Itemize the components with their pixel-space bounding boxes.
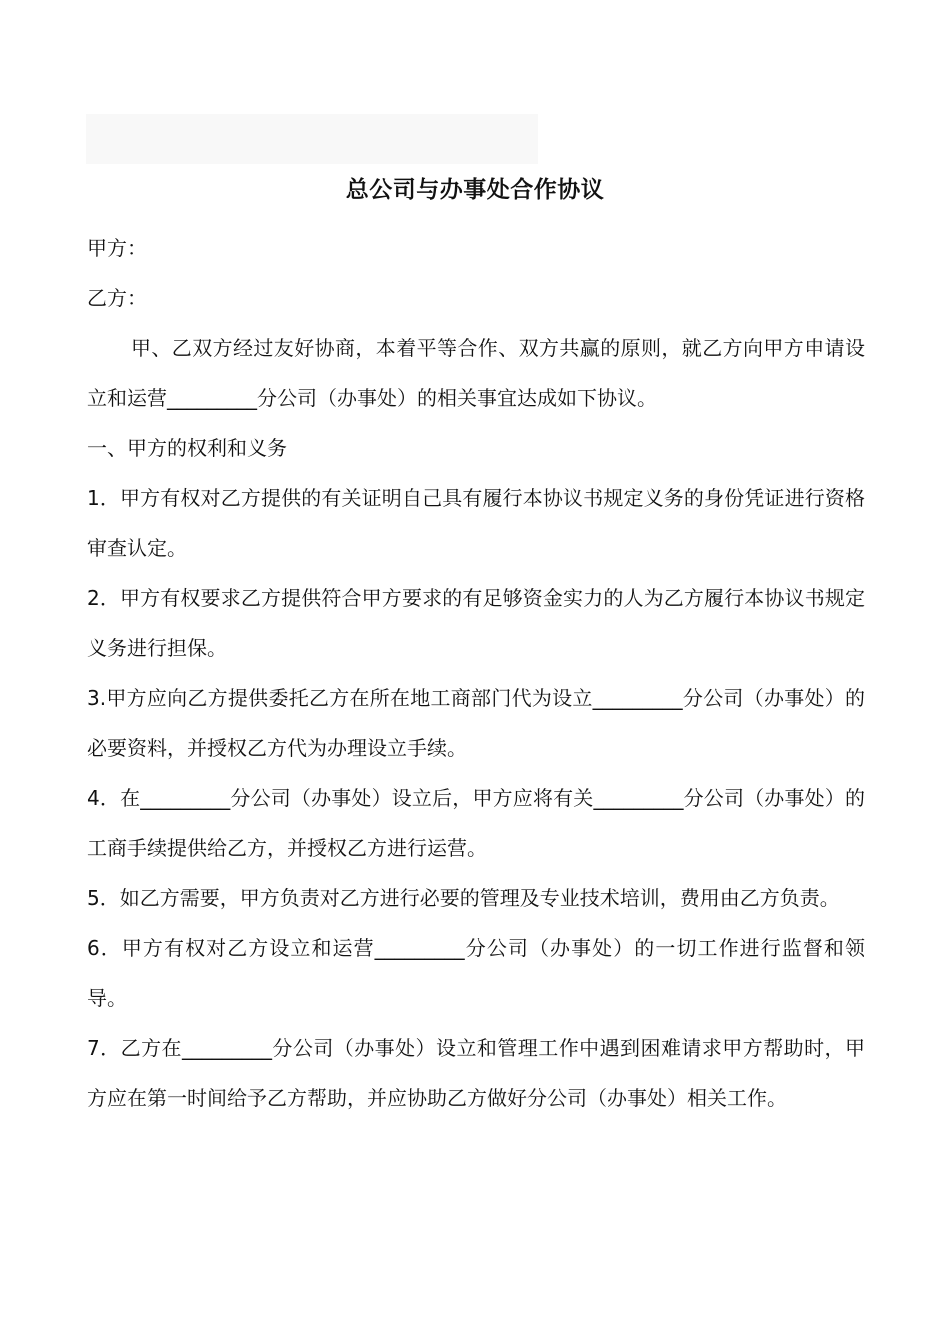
clause-item-3: 3.甲方应向乙方提供委托乙方在所在地工商部门代为设立_________分公司（办事处）的必要资料，并授权乙方代为办理设立手续。 xyxy=(87,686,865,760)
party-b-line: 乙方： xyxy=(87,286,147,310)
clause-item-6: 6．甲方有权对乙方设立和运营_________分公司（办事处）的一切工作进行监督和领导。 xyxy=(87,936,865,1010)
clause-item-4: 4．在_________分公司（办事处）设立后，甲方应将有关_________分公司（办事处）的工商手续提供给乙方，并授权乙方进行运营。 xyxy=(87,786,865,860)
clause-item-5: 5．如乙方需要，甲方负责对乙方进行必要的管理及专业技术培训，费用由乙方负责。 xyxy=(87,886,840,910)
document-body xyxy=(87,223,865,1123)
preamble-paragraph: 甲、乙双方经过友好协商，本着平等合作、双方共赢的原则，就乙方向甲方申请设立和运营_________分公司（办事处）的相关事宜达成如下协议。 xyxy=(87,336,865,410)
document-title: 总公司与办事处合作协议 xyxy=(345,177,605,203)
clause-item-2: 2．甲方有权要求乙方提供符合甲方要求的有足够资金实力的人为乙方履行本协议书规定义务进行担保。 xyxy=(87,586,865,660)
clause-item-1: 1．甲方有权对乙方提供的有关证明自己具有履行本协议书规定义务的身份凭证进行资格审查认定。 xyxy=(87,486,865,560)
party-a-line: 甲方： xyxy=(87,236,147,260)
section-heading: 一、甲方的权利和义务 xyxy=(87,436,287,460)
clause-item-7: 7．乙方在_________分公司（办事处）设立和管理工作中遇到困难请求甲方帮助时，甲方应在第一时间给予乙方帮助，并应协助乙方做好分公司（办事处）相关工作。 xyxy=(87,1036,865,1110)
header-placeholder-bar xyxy=(86,114,538,164)
